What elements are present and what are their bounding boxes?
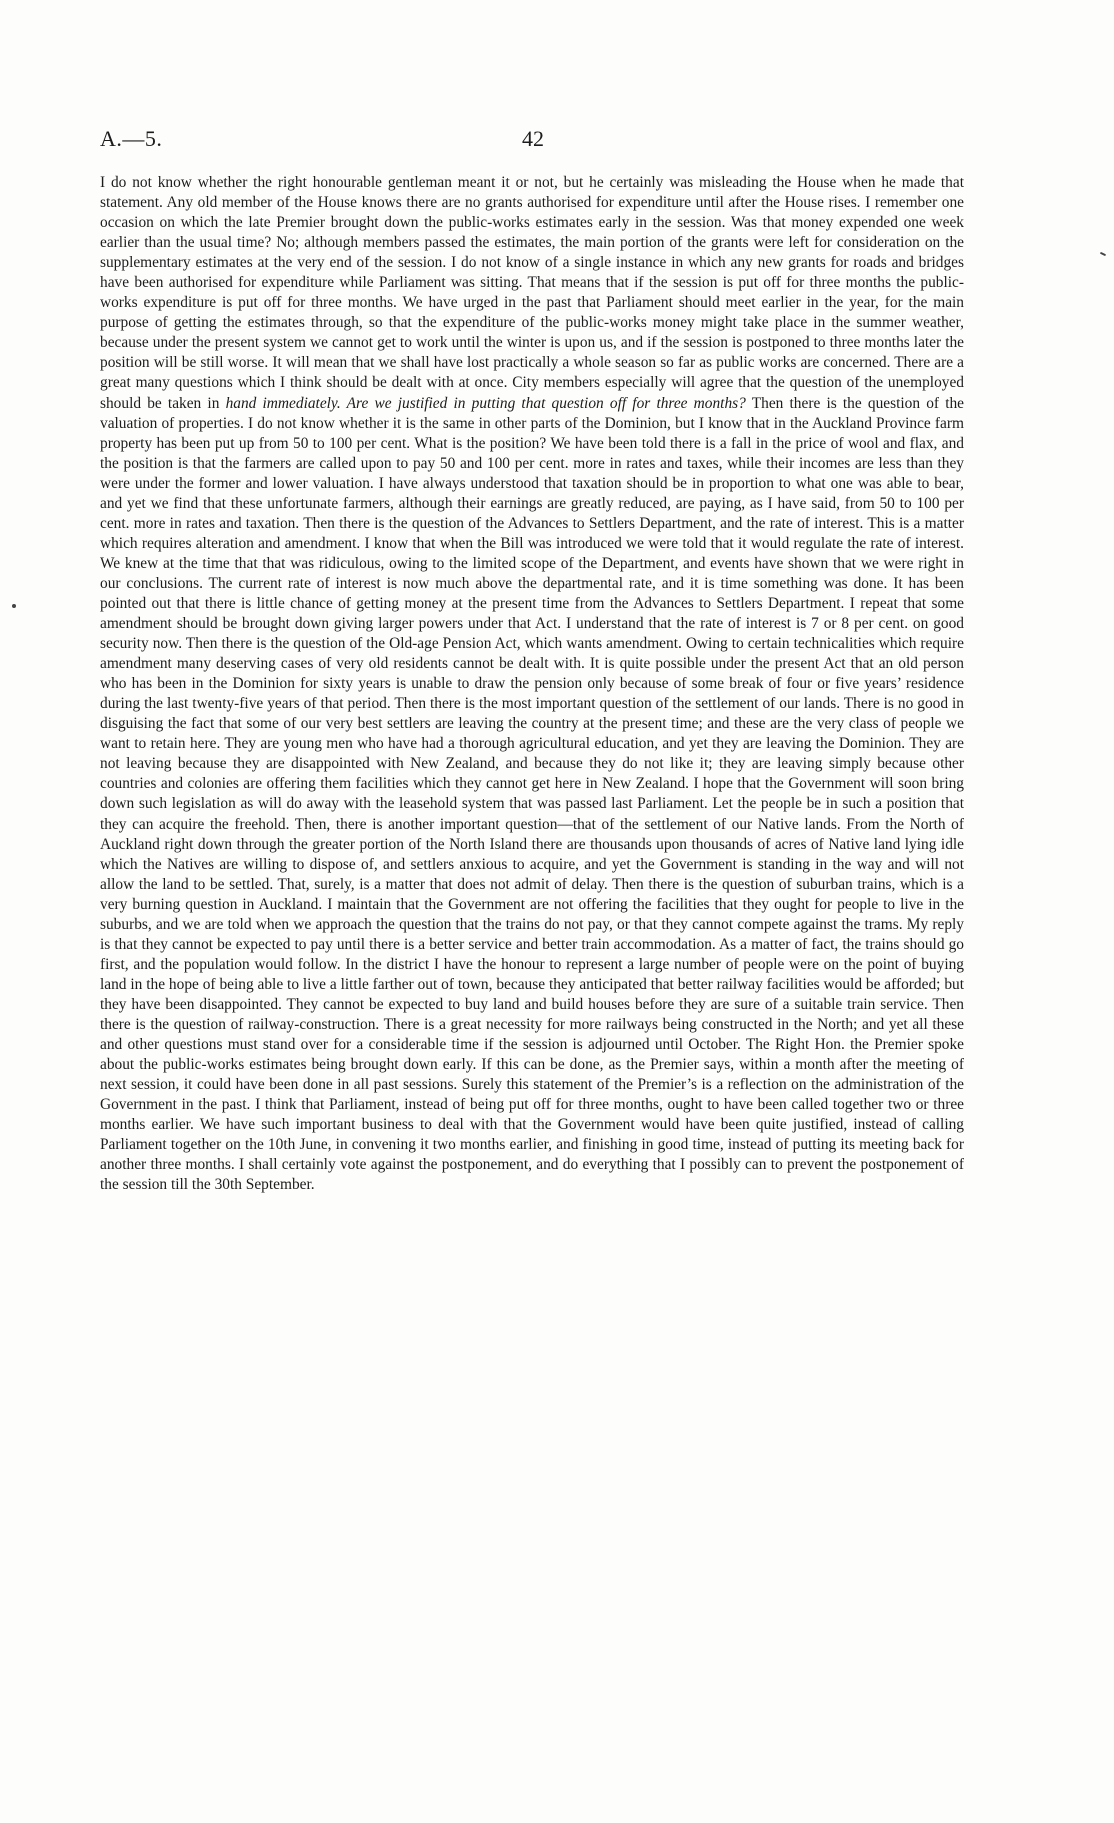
document-reference: A.—5.	[100, 126, 163, 151]
paragraph-text-start: I do not know whether the right honourable gentleman meant it or not, but he certainly was misleading the House when he made that statement. Any old member of the House knows there are no grants authorised for expenditure until after the House rises. I remember one occasion on which the late Premier brought down the public-works estimates early in the session. Was that money expended one week earlier than the usual time? No; although members passed the estimates, the main portion of the grants were left for consideration on the supplementary estimates at the very end of the session. I do not know of a single instance in which any new grants for roads and bridges have been authorised for expenditure while Parliament was sitting. That means that if the session is put off for three months the public-works expenditure is put off for three months. We have urged in the past that Parliament should meet earlier in the year, for the main purpose of getting the estimates through, so that the expenditure of the public-works money might take place in the summer weather, because under the present system we cannot get to work until the winter is upon us, and if the session is postponed to three months later the position will be still worse. It will mean that we shall have lost practically a whole season so far as public works are concerned. There are a great many questions which I think should be dealt with at once. City members especially will agree that the question of the unemployed should be taken in	[100, 174, 964, 412]
paragraph-text-italic: hand immediately. Are we justified in putting that question off for three months?	[225, 394, 746, 412]
margin-scan-mark	[1100, 252, 1106, 256]
speech-paragraph	[100, 173, 964, 1195]
margin-scan-dot	[12, 604, 16, 608]
paragraph-text-end: Then there is the question of the valuation of properties. I do not know whether it is the same in other parts of the Dominion, but I know that in the Auckland Province farm property has been put up from 50 to 100 per cent. What is the position? We have been told there is a fall in the price of wool and flax, and the position is that the farmers are called upon to pay 50 and 100 per cent. more in rates and taxes, while their incomes are less than they were under the former and lower valuation. I have always understood that taxation should be in proportion to what one was able to bear, and yet we find that these unfortunate farmers, although their earnings are greatly reduced, are paying, as I have said, from 50 to 100 per cent. more in rates and taxation. Then there is the question of the Advances to Settlers Department, and the rate of interest. This is a matter which requires alteration and amendment. I know that when the Bill was introduced we were told that it would regulate the rate of interest. We knew at the time that that was ridiculous, owing to the limited scope of the Department, and events have shown that we were right in our conclusions. The current rate of interest is now much above the departmental rate, and it is time something was done. It has been pointed out that there is little chance of getting money at the present time from the Advances to Settlers Department. I repeat that some amendment should be brought down giving larger powers under that Act. I understand that the rate of interest is 7 or 8 per cent. on good security now. Then there is the question of the Old-age Pension Act, which wants amendment. Owing to certain technicalities which require amendment many deserving cases of very old residents cannot be dealt with. It is quite possible under the present Act that an old person who has been in the Dominion for sixty years is unable to draw the pension only because of some break of four or five years’ residence during the last twenty-five years of that period. Then there is the most important question of the settlement of our lands. There is no good in disguising the fact that some of our very best settlers are leaving the country at the present time; and these are the very class of people we want to retain here. They are young men who have had a thorough agricultural education, and yet they are leaving the Dominion. They are not leaving because they are disappointed with New Zealand, and because they do not like it; they are leaving simply because other countries and colonies are offering them facilities which they cannot get here in New Zealand. I hope that the Government will soon bring down such legislation as will do away with the leasehold system that was passed last Parliament. Let the people be in such a position that they can acquire the freehold. Then, there is another important question—that of the settlement of our Native lands. From the North of Auckland right down through the greater portion of the North Island there are thousands upon thousands of acres of Native land lying idle which the Natives are willing to dispose of, and settlers anxious to acquire, and yet the Government is standing in the way and will not allow the land to be settled. That, surely, is a matter that does not admit of delay. Then there is the question of suburban trains, which is a very burning question in Auckland. I maintain that the Government are not offering the facilities that they ought for people to live in the suburbs, and we are told when we approach the question that the trains do not pay, or that they cannot compete against the trams. My reply is that they cannot be expected to pay until there is a better service and better train accommodation. As a matter of fact, the trains should go first, and the population would follow. In the district I have the honour to represent a large number of people were on the point of buying land in the hope of being able to live a little farther out of town, because they anticipated that better railway facilities would be afforded; but they have been disappointed. They cannot be expected to buy land and build houses before they are sure of a suitable train service. Then there is the question of railway-construction. There is a great necessity for more railways being constructed in the North; and yet all these and other questions must stand over for a considerable time if the session is adjourned until October. The Right Hon. the Premier spoke about the public-works estimates being brought down early. If this can be done, as the Premier says, within a month after the meeting of next session, it could have been done in all past sessions. Surely this statement of the Premier’s is a reflection on the administration of the Government in the past. I think that Parliament, instead of being put off for three months, ought to have been called together two or three months earlier. We have such important business to deal with that the Government would have been quite justified, instead of calling Parliament together on the 10th June, in convening it two months earlier, and finishing in good time, instead of putting its meeting back for another three months. I shall certainly vote against the postponement, and do everything that I possibly can to prevent the postponement of the session till the 30th September.	[100, 394, 964, 1194]
page-number: 42	[522, 126, 544, 151]
